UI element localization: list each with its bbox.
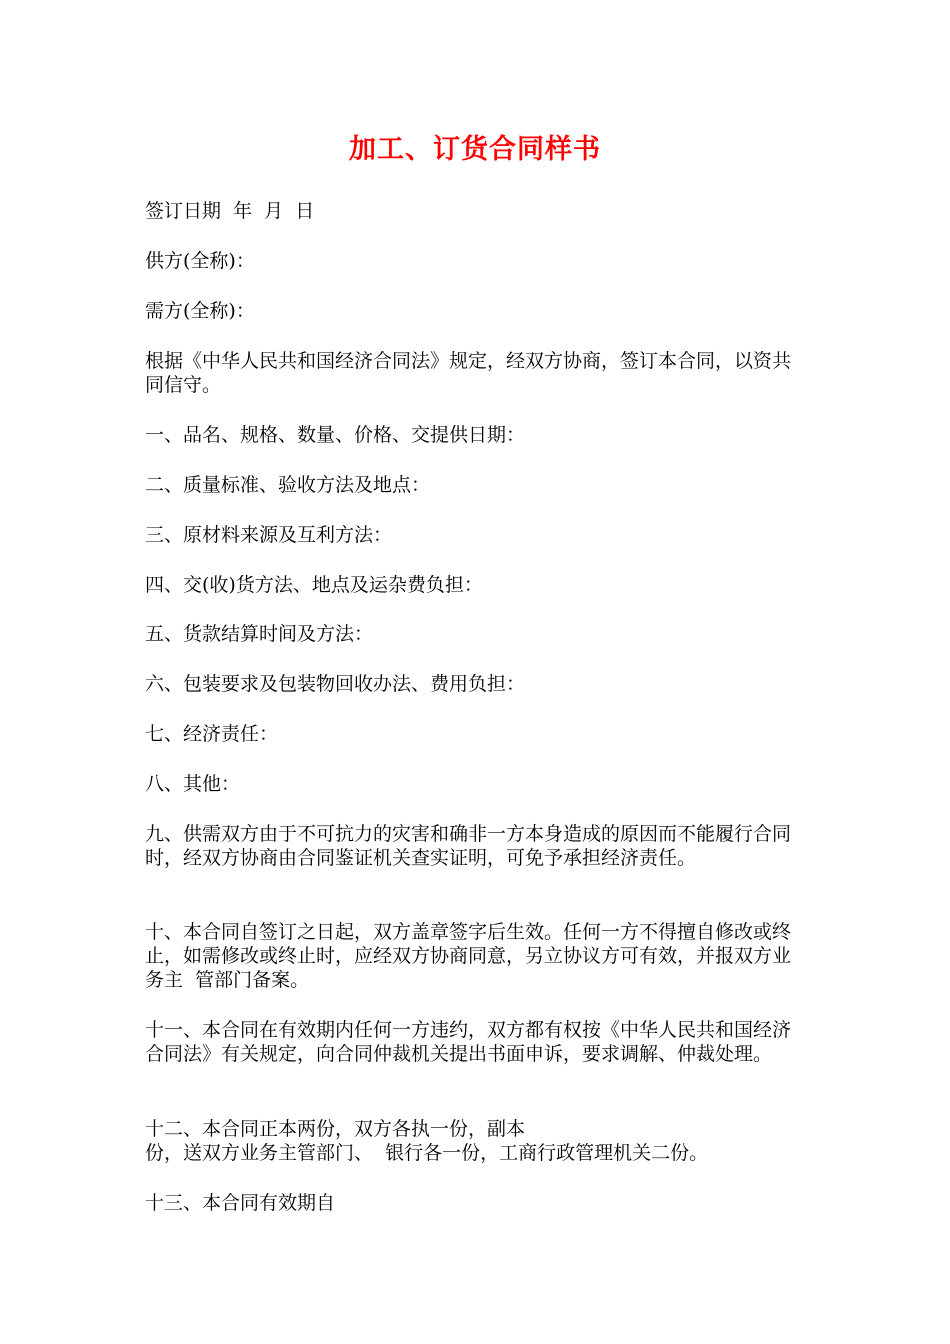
clause-11: 十一、本合同在有效期内任何一方违约，双方都有权按《中华人民共和国经济 合同法》有关规定，向合同仲裁机关提出书面申诉，要求调解、仲裁处理。 [145,1019,804,1065]
signing-date-line: 签订日期 年 月 日 [145,200,315,222]
buyer-line: 需方(全称)： [145,300,255,322]
clause-8: 八、其他： [145,773,241,795]
clause-9: 九、供需双方由于不可抗力的灾害和确非一方本身造成的原因而不能履行合同时，经双方协商由合同鉴证机关查实证明，可免予承担经济责任。 [145,823,792,869]
clause-10: 十、本合同自签订之日起，双方盖章签字后生效。任何一方不得擅自修改或终 止，如需修改或终止时，应经双方协商同意，另立协议方可有效，并报双方业务主 管部门备案。 [145,921,804,991]
supplier-line: 供方(全称)： [145,250,255,272]
clause-1: 一、品名、规格、数量、价格、交提供日期： [145,424,526,446]
clause-13: 十三、本合同有效期自 [145,1192,336,1214]
clause-12: 十二、本合同正本两份，双方各执一份，副本 份，送双方业务主管部门、 银行各一份，工商行政管理机关二份。 [145,1118,709,1164]
preamble-paragraph: 根据《中华人民共和国经济合同法》规定，经双方协商，签订本合同，以资共同信守。 [145,350,792,396]
clause-3: 三、原材料来源及互利方法： [145,524,393,546]
clause-4: 四、交(收)货方法、地点及运杂费负担： [145,574,483,596]
document-title: 加工、订货合同样书 [349,134,601,165]
clause-6: 六、包装要求及包装物回收办法、费用负担： [145,673,526,695]
clause-5: 五、货款结算时间及方法： [145,623,374,645]
clause-7: 七、经济责任： [145,723,279,745]
clause-2: 二、质量标准、验收方法及地点： [145,474,431,496]
